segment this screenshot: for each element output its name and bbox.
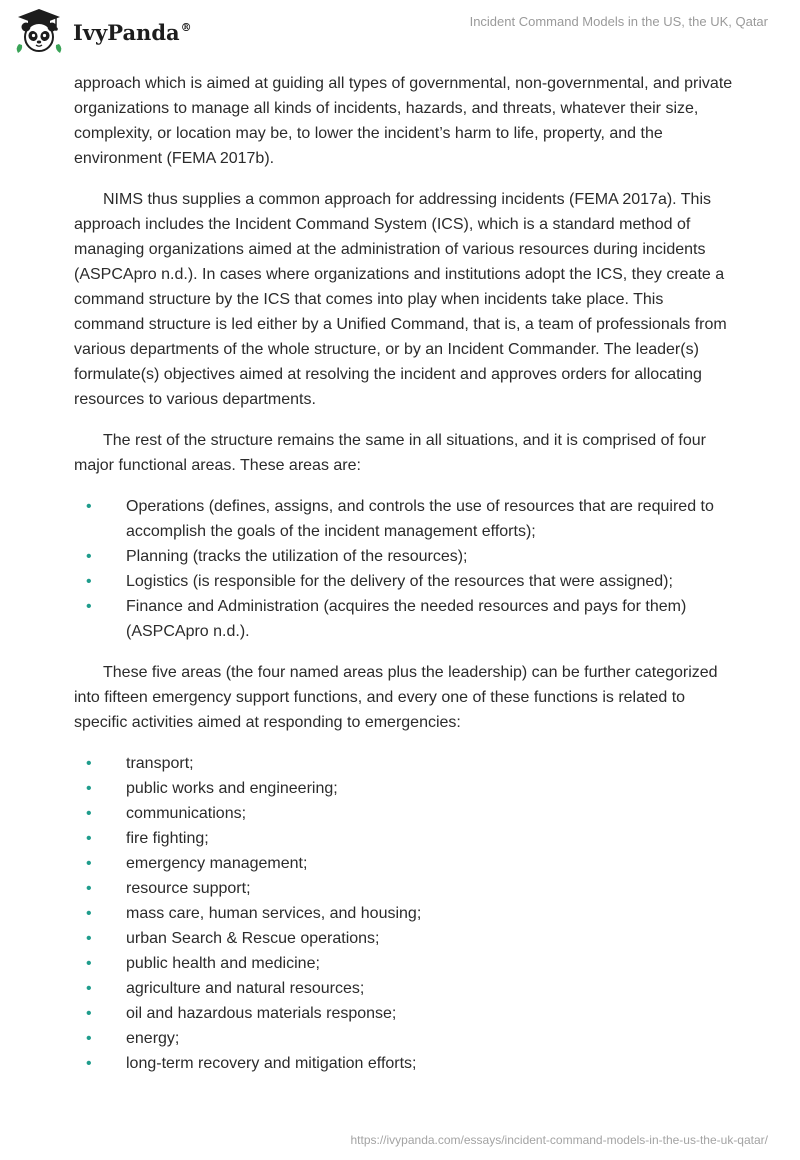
bullet-icon: • — [86, 805, 92, 822]
list-item: • public works and engineering; — [74, 776, 738, 801]
bullet-icon: • — [86, 930, 92, 947]
brand-name: IvyPanda® — [73, 19, 192, 45]
list-item: • resource support; — [74, 876, 738, 901]
bullet-icon: • — [86, 573, 92, 590]
bullet-icon: • — [86, 755, 92, 772]
list-item: • long-term recovery and mitigation efforts; — [74, 1051, 738, 1076]
paragraph-2: NIMS thus supplies a common approach for addressing incidents (FEMA 2017a). This approach includes the Incident Command System (ICS), which is a standard method of managing organizations aimed at the administration of various resources during incidents (ASPCApro n.d.). In cases where organizations and institutions adopt the ICS, they create a command structure by the ICS that comes into play when incidents take place. This command structure is led either by a Unified Command, that is, a team of professionals from various departments of the whole structure, or by an Incident Commander. The leader(s) formulate(s) objectives aimed at resolving the incident and approves orders for allocating resources to various departments. — [74, 191, 727, 408]
source-url[interactable]: https://ivypanda.com/essays/incident-command-models-in-the-us-the-uk-qatar/ — [350, 1133, 768, 1147]
list-item: • transport; — [74, 751, 738, 776]
bullet-icon: • — [86, 1030, 92, 1047]
panda-graduate-icon — [14, 8, 64, 54]
bullet-icon: • — [86, 780, 92, 797]
list-item: • Finance and Administration (acquires the needed resources and pays for them) (ASPCApro n.d.). — [74, 594, 738, 644]
document-title: Incident Command Models in the US, the UK, Qatar — [469, 14, 768, 29]
list-item: • Planning (tracks the utilization of the resources); — [74, 544, 738, 569]
bullet-icon: • — [86, 498, 92, 515]
bullet-icon: • — [86, 830, 92, 847]
essay-body — [74, 71, 738, 1092]
bullet-icon: • — [86, 855, 92, 872]
bullet-icon: • — [86, 1055, 92, 1072]
list-item: • Operations (defines, assigns, and controls the use of resources that are required to accomplish the goals of the incident management efforts); — [74, 494, 738, 544]
bullet-icon: • — [86, 980, 92, 997]
list-item: • public health and medicine; — [74, 951, 738, 976]
bullet-icon: • — [86, 880, 92, 897]
page-header — [0, 0, 800, 64]
bullet-icon: • — [86, 598, 92, 615]
ivypanda-logo[interactable] — [14, 8, 192, 54]
list-item: • agriculture and natural resources; — [74, 976, 738, 1001]
list-item: • Logistics (is responsible for the delivery of the resources that were assigned); — [74, 569, 738, 594]
list-item: • energy; — [74, 1026, 738, 1051]
list-item: • fire fighting; — [74, 826, 738, 851]
list-item: • communications; — [74, 801, 738, 826]
list-item: • mass care, human services, and housing; — [74, 901, 738, 926]
support-functions-list — [74, 751, 738, 1076]
list-item: • oil and hazardous materials response; — [74, 1001, 738, 1026]
bullet-icon: • — [86, 1005, 92, 1022]
bullet-icon: • — [86, 955, 92, 972]
list-item: • emergency management; — [74, 851, 738, 876]
paragraph-4: These five areas (the four named areas plus the leadership) can be further categorized into fifteen emergency support functions, and every one of these functions is related to specific activities aimed at responding to emergencies: — [74, 664, 718, 731]
bullet-icon: • — [86, 905, 92, 922]
functional-areas-list — [74, 494, 738, 644]
bullet-icon: • — [86, 548, 92, 565]
list-item: • urban Search & Rescue operations; — [74, 926, 738, 951]
paragraph-1: approach which is aimed at guiding all types of governmental, non-governmental, and private organizations to manage all kinds of incidents, hazards, and threats, whatever their size, complexity, or location may be, to lower the incident’s harm to life, property, and the environment (FEMA 2017b). — [74, 75, 733, 167]
paragraph-3: The rest of the structure remains the same in all situations, and it is comprised of four major functional areas. These areas are: — [74, 432, 706, 474]
